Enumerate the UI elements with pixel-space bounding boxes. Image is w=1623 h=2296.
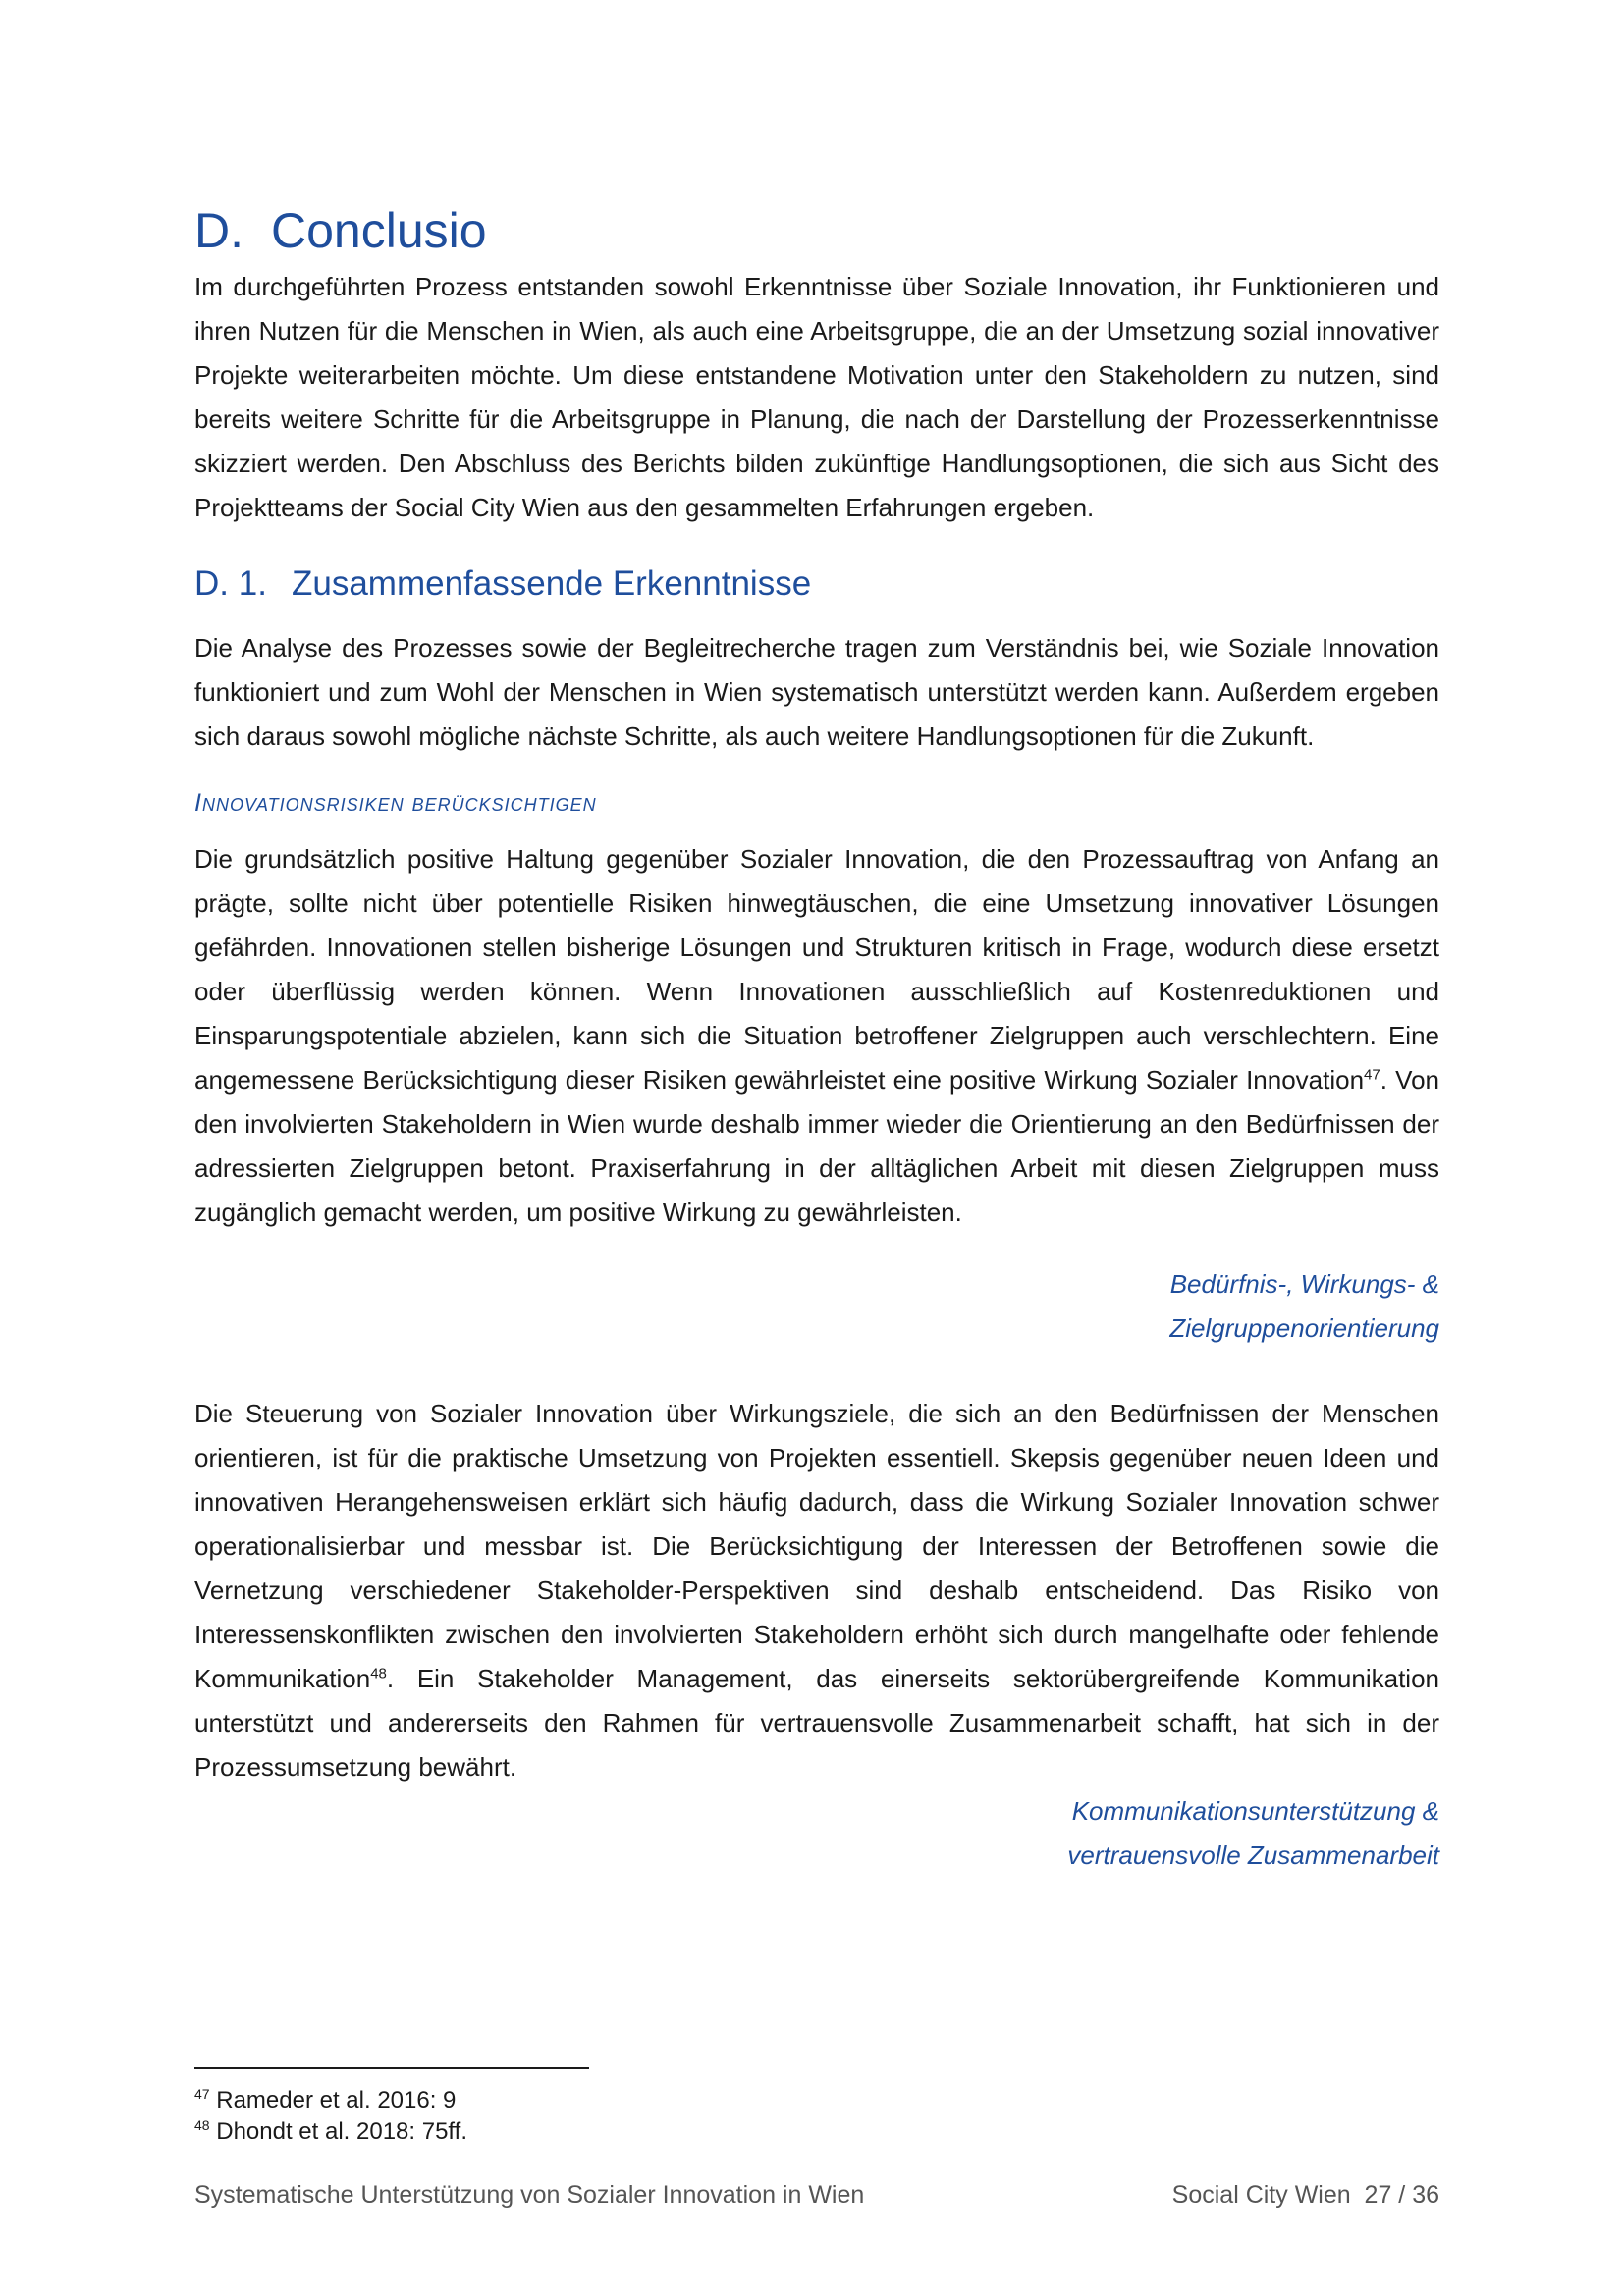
paragraph-text: . Ein Stakeholder Management, das einerseits sektorübergreifende Kommunikation unterstützt und andererseits den Rahmen für vertrauensvolle Zusammenarbeit schafft, hat sich in der Prozessumsetzung bewährt.: [194, 1664, 1439, 1782]
footnote-number: 47: [194, 2086, 210, 2102]
subsection-title: Zusammenfassende Erkenntnisse: [292, 564, 812, 603]
subsection-heading: [194, 560, 1439, 609]
section-title: Conclusio: [271, 203, 487, 258]
paragraph-text: . Von den involvierten Stakeholdern in Wien wurde deshalb immer wieder die Orientierung an den Bedürfnissen der adressierten Zielgruppen betont. Praxiserfahrung in der alltäglichen Arbeit mit diesen Zielgruppen muss zugänglich gemacht werden, um positive Wirkung zu gewährleisten.: [194, 1065, 1439, 1227]
footnote-number: 48: [194, 2117, 210, 2133]
margin-note-line: Zielgruppenorientierung: [1169, 1313, 1439, 1343]
body-paragraph-communication: [194, 1392, 1439, 1789]
subsection-intro-paragraph: Die Analyse des Prozesses sowie der Begleitrecherche tragen zum Verständnis bei, wie Soziale Innovation funktioniert und zum Wohl der Menschen in Wien systematisch unterstützt werden kann. Außerdem ergeben sich daraus sowohl mögliche nächste Schritte, als auch weitere Handlungsoptionen für die Zukunft.: [194, 633, 1439, 751]
section-intro-paragraph: Im durchgeführten Prozess entstanden sowohl Erkenntnisse über Soziale Innovation, ihr Funktionieren und ihren Nutzen für die Menschen in Wien, als auch eine Arbeitsgruppe, die an der Umsetzung sozial innovativer Projekte weiterarbeiten möchte. Um diese entstandene Motivation unter den Stakeholdern zu nutzen, sind bereits weitere Schritte für die Arbeitsgruppe in Planung, die nach der Darstellung der Prozesserkenntnisse skizziert werden. Den Abschluss des Berichts bilden zukünftige Handlungsoptionen, die sich aus Sicht des Projektteams der Social City Wien aus den gesammelten Erfahrungen ergeben.: [194, 272, 1439, 522]
margin-note-needs: [194, 1262, 1439, 1351]
subheading: Innovationsrisiken berücksichtigen: [194, 789, 597, 817]
margin-note-line: Bedürfnis-, Wirkungs- &: [1169, 1269, 1439, 1299]
footnote-text: Rameder et al. 2016: 9: [209, 2087, 457, 2113]
footer-document-title: Systematische Unterstützung von Sozialer Innovation in Wien: [194, 2181, 865, 2209]
paragraph-text: Die grundsätzlich positive Haltung gegenüber Sozialer Innovation, die den Prozessauftrag von Anfang an prägte, sollte nicht über potentielle Risiken hinwegtäuschen, die eine Umsetzung innovativer Lösungen gefährden. Innovationen stellen bisherige Lösungen und Strukturen kritisch in Frage, wodurch diese ersetzt oder überflüssig werden können. Wenn Innovationen ausschließlich auf Kostenreduktionen und Einsparungspotentiale abzielen, kann sich die Situation betroffener Zielgruppen auch verschlechtern. Eine angemessene Berücksichtigung dieser Risiken gewährleistet eine positive Wirkung Sozialer Innovation: [194, 844, 1439, 1095]
body-paragraph-risks: [194, 837, 1439, 1235]
footer-page-info: Social City Wien 27 / 36: [1171, 2181, 1439, 2209]
section-heading: [194, 196, 1439, 265]
main-content: [194, 196, 1439, 1878]
footnote-reference[interactable]: 47: [1364, 1066, 1380, 1084]
subsection-number: D. 1.: [194, 564, 267, 603]
margin-note-line: Kommunikationsunterstützung &: [1071, 1796, 1439, 1826]
footnote-text: Dhondt et al. 2018: 75ff.: [209, 2118, 467, 2145]
footnote-reference[interactable]: 48: [370, 1665, 387, 1682]
section-number: D.: [194, 203, 243, 258]
footnote-item: [194, 2116, 467, 2148]
footnotes: [194, 2085, 467, 2148]
margin-note-communication: [194, 1789, 1439, 1878]
margin-note-line: vertrauensvolle Zusammenarbeit: [1067, 1841, 1439, 1870]
footnote-divider: [194, 2067, 589, 2069]
footnote-item: [194, 2085, 467, 2116]
paragraph-text: Die Steuerung von Sozialer Innovation über Wirkungsziele, die sich an den Bedürfnissen der Menschen orientieren, ist für die praktische Umsetzung von Projekten essentiell. Skepsis gegenüber neuen Ideen und innovativen Herangehensweisen erklärt sich häufig dadurch, dass die Wirkung Sozialer Innovation schwer operationalisierbar und messbar ist. Die Berücksichtigung der Interessen der Betroffenen sowie die Vernetzung verschiedener Stakeholder-Perspektiven sind deshalb entscheidend. Das Risiko von Interessenskonflikten zwischen den involvierten Stakeholdern erhöht sich durch mangelhafte oder fehlende Kommunikation: [194, 1399, 1439, 1693]
